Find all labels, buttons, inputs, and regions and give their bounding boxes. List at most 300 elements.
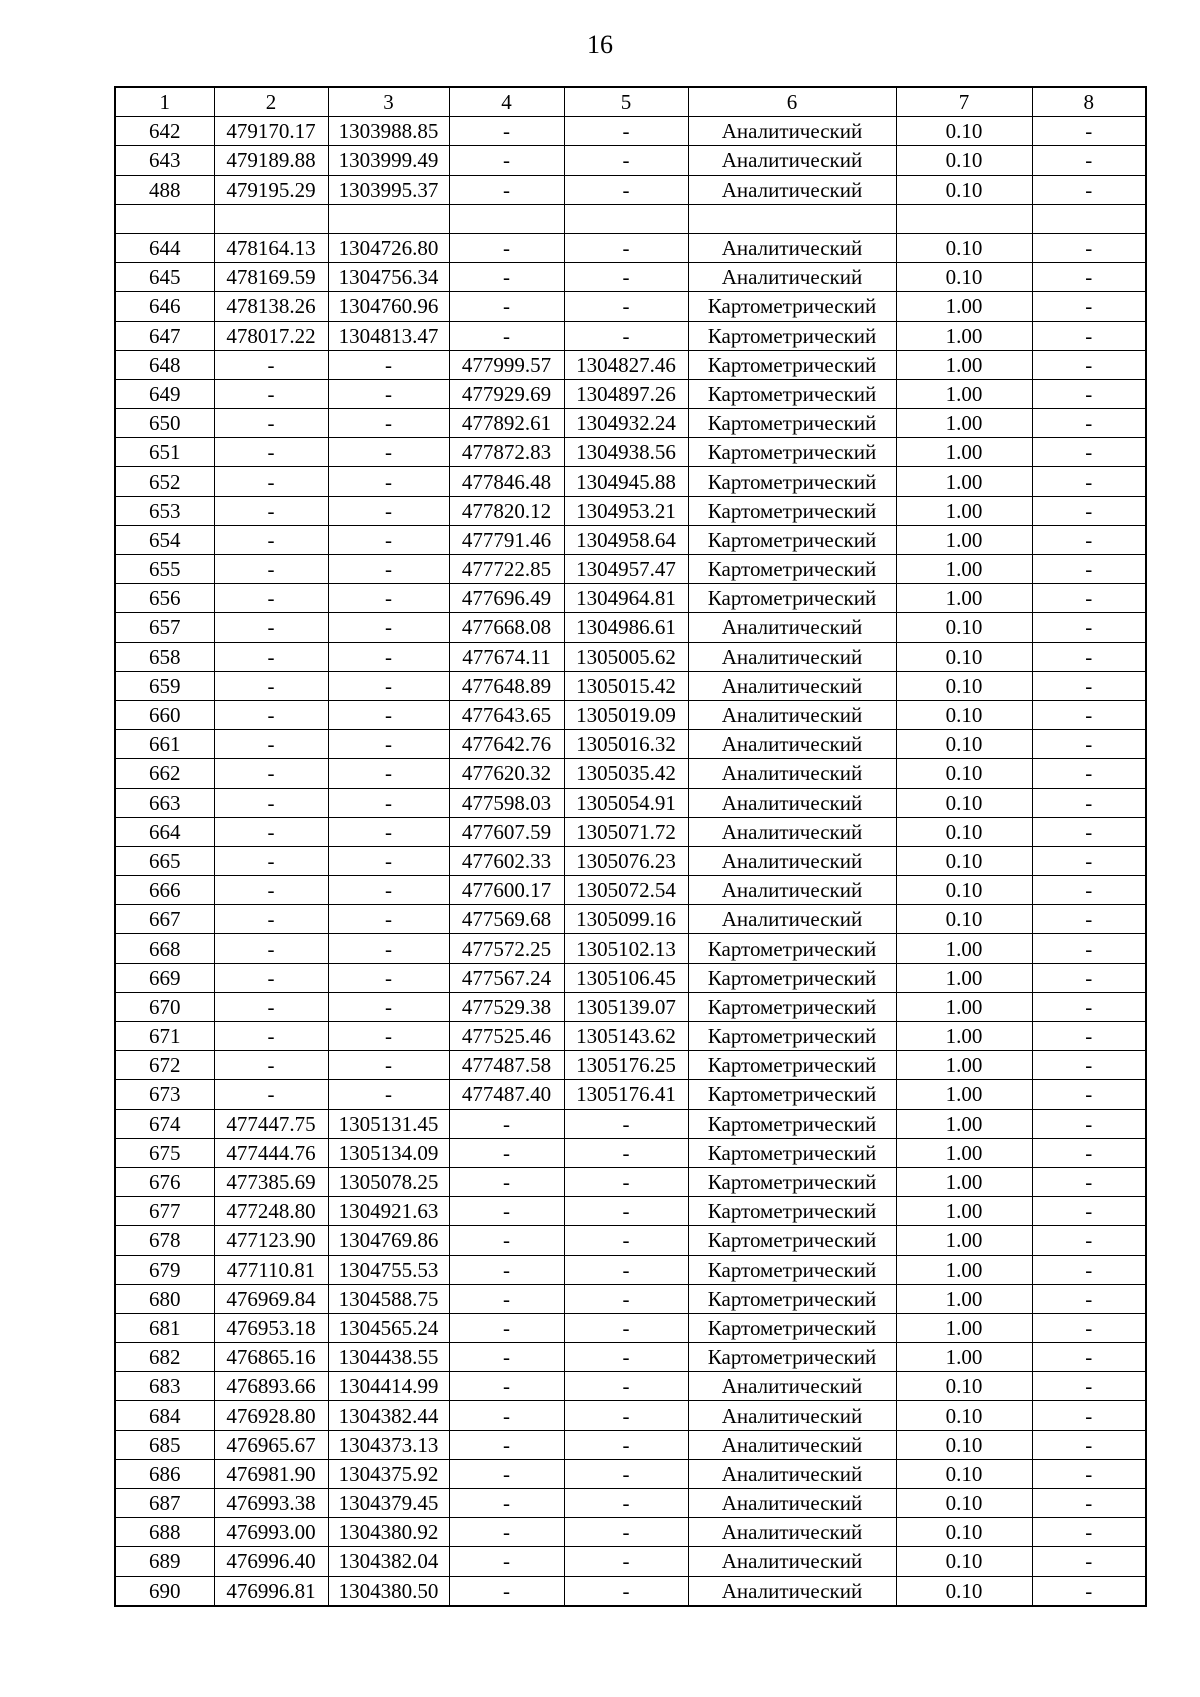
- table-cell: 1305099.16: [564, 905, 688, 934]
- table-row: [115, 525, 1146, 554]
- table-cell: -: [328, 817, 449, 846]
- table-cell: Картометрический: [688, 350, 896, 379]
- table-cell: -: [1032, 1109, 1146, 1138]
- table-row: [115, 1051, 1146, 1080]
- table-cell: -: [449, 1547, 564, 1576]
- table-cell: 1.00: [896, 934, 1032, 963]
- table-header-row: [115, 87, 1146, 117]
- table-cell: 1305131.45: [328, 1109, 449, 1138]
- table-cell: 1305176.25: [564, 1051, 688, 1080]
- table-cell: [214, 204, 328, 233]
- table-cell: 1305078.25: [328, 1167, 449, 1196]
- table-row: [115, 1197, 1146, 1226]
- table-cell: -: [1032, 263, 1146, 292]
- table-cell: -: [449, 1372, 564, 1401]
- table-cell: -: [1032, 1138, 1146, 1167]
- table-cell: 0.10: [896, 700, 1032, 729]
- table-cell: Аналитический: [688, 175, 896, 204]
- table-cell: 476928.80: [214, 1401, 328, 1430]
- table-cell: 646: [115, 292, 214, 321]
- table-cell: 476893.66: [214, 1372, 328, 1401]
- table-cell: 1304382.44: [328, 1401, 449, 1430]
- table-cell: 1.00: [896, 1343, 1032, 1372]
- table-cell: -: [214, 379, 328, 408]
- table-cell: -: [214, 905, 328, 934]
- table-cell: Аналитический: [688, 671, 896, 700]
- table-cell: 1305005.62: [564, 642, 688, 671]
- table-cell: 675: [115, 1138, 214, 1167]
- table-cell: -: [1032, 1401, 1146, 1430]
- table-cell: 645: [115, 263, 214, 292]
- table-cell: 478164.13: [214, 233, 328, 262]
- table-cell: 0.10: [896, 1576, 1032, 1606]
- table-cell: 663: [115, 788, 214, 817]
- table-cell: 674: [115, 1109, 214, 1138]
- table-cell: Картометрический: [688, 1197, 896, 1226]
- table-cell: 0.10: [896, 642, 1032, 671]
- table-cell: 478169.59: [214, 263, 328, 292]
- table-cell: 477444.76: [214, 1138, 328, 1167]
- table-cell: -: [1032, 846, 1146, 875]
- table-cell: -: [564, 233, 688, 262]
- table-cell: 690: [115, 1576, 214, 1606]
- table-row: [115, 350, 1146, 379]
- table-cell: -: [449, 1284, 564, 1313]
- table-cell: -: [328, 963, 449, 992]
- table-cell: -: [328, 934, 449, 963]
- table-cell: 1304565.24: [328, 1313, 449, 1342]
- table-cell: 1.00: [896, 1255, 1032, 1284]
- table-row: [115, 1372, 1146, 1401]
- table-cell: -: [449, 1489, 564, 1518]
- table-cell: 477572.25: [449, 934, 564, 963]
- table-cell: 648: [115, 350, 214, 379]
- table-cell: 1304760.96: [328, 292, 449, 321]
- table-cell: 477648.89: [449, 671, 564, 700]
- table-cell: -: [1032, 584, 1146, 613]
- table-cell: -: [564, 1372, 688, 1401]
- table-cell: 1304932.24: [564, 409, 688, 438]
- table-cell: 479195.29: [214, 175, 328, 204]
- table-cell: -: [564, 146, 688, 175]
- table-cell: -: [449, 1401, 564, 1430]
- table-cell: 689: [115, 1547, 214, 1576]
- table-cell: -: [214, 934, 328, 963]
- table-cell: -: [328, 788, 449, 817]
- table-cell: 644: [115, 233, 214, 262]
- table-cell: -: [1032, 379, 1146, 408]
- table-cell: [896, 204, 1032, 233]
- table-cell: Картометрический: [688, 1343, 896, 1372]
- table-cell: 0.10: [896, 1372, 1032, 1401]
- column-header: 4: [449, 87, 564, 117]
- table-cell: -: [449, 1430, 564, 1459]
- table-row: [115, 1226, 1146, 1255]
- table-cell: Аналитический: [688, 1489, 896, 1518]
- table-cell: 0.10: [896, 1518, 1032, 1547]
- table-cell: 476993.38: [214, 1489, 328, 1518]
- table-cell: 0.10: [896, 1547, 1032, 1576]
- table-cell: -: [1032, 905, 1146, 934]
- table-cell: -: [1032, 1167, 1146, 1196]
- table-row: [115, 846, 1146, 875]
- table-cell: 477999.57: [449, 350, 564, 379]
- table-cell: -: [1032, 496, 1146, 525]
- table-cell: -: [1032, 1518, 1146, 1547]
- table-cell: 1.00: [896, 1167, 1032, 1196]
- table-cell: 477602.33: [449, 846, 564, 875]
- table-cell: Картометрический: [688, 1284, 896, 1313]
- table-cell: 477248.80: [214, 1197, 328, 1226]
- table-cell: -: [1032, 1430, 1146, 1459]
- table-cell: 1305019.09: [564, 700, 688, 729]
- table-cell: Картометрический: [688, 467, 896, 496]
- table-cell: 676: [115, 1167, 214, 1196]
- table-cell: -: [1032, 1022, 1146, 1051]
- table-row: [115, 876, 1146, 905]
- table-row: [115, 1167, 1146, 1196]
- table-cell: 651: [115, 438, 214, 467]
- table-cell: 477598.03: [449, 788, 564, 817]
- table-cell: -: [449, 1313, 564, 1342]
- table-row: [115, 963, 1146, 992]
- table-cell: 1304380.50: [328, 1576, 449, 1606]
- table-cell: 476996.81: [214, 1576, 328, 1606]
- table-cell: -: [564, 1518, 688, 1547]
- table-cell: 1304769.86: [328, 1226, 449, 1255]
- table-cell: 1.00: [896, 321, 1032, 350]
- table-cell: 477872.83: [449, 438, 564, 467]
- table-cell: Аналитический: [688, 1401, 896, 1430]
- table-cell: 1.00: [896, 438, 1032, 467]
- table-cell: 1305134.09: [328, 1138, 449, 1167]
- table-cell: Аналитический: [688, 1459, 896, 1488]
- table-cell: 686: [115, 1459, 214, 1488]
- table-cell: -: [1032, 1197, 1146, 1226]
- table-cell: 0.10: [896, 759, 1032, 788]
- table-cell: -: [1032, 1372, 1146, 1401]
- table-row: [115, 496, 1146, 525]
- table-cell: -: [1032, 1313, 1146, 1342]
- table-cell: 669: [115, 963, 214, 992]
- table-cell: 477929.69: [449, 379, 564, 408]
- table-row: [115, 1022, 1146, 1051]
- table-cell: -: [214, 876, 328, 905]
- table-cell: -: [449, 1459, 564, 1488]
- table-cell: -: [328, 642, 449, 671]
- table-cell: Аналитический: [688, 117, 896, 146]
- table-cell: 0.10: [896, 1459, 1032, 1488]
- table-cell: Аналитический: [688, 1372, 896, 1401]
- table-cell: 0.10: [896, 788, 1032, 817]
- table-cell: 677: [115, 1197, 214, 1226]
- table-cell: Картометрический: [688, 409, 896, 438]
- table-cell: -: [328, 1051, 449, 1080]
- table-cell: -: [449, 175, 564, 204]
- table-cell: -: [564, 1576, 688, 1606]
- table-cell: 653: [115, 496, 214, 525]
- table-row: [115, 788, 1146, 817]
- table-cell: 678: [115, 1226, 214, 1255]
- table-cell: Аналитический: [688, 263, 896, 292]
- table-cell: 661: [115, 730, 214, 759]
- table-cell: 488: [115, 175, 214, 204]
- table-cell: 477722.85: [449, 555, 564, 584]
- table-cell: -: [214, 788, 328, 817]
- table-body: [115, 117, 1146, 1606]
- table-cell: 1305054.91: [564, 788, 688, 817]
- table-cell: Аналитический: [688, 700, 896, 729]
- table-cell: 1.00: [896, 350, 1032, 379]
- table-cell: -: [564, 175, 688, 204]
- table-cell: -: [564, 1343, 688, 1372]
- table-cell: -: [564, 292, 688, 321]
- table-cell: 0.10: [896, 817, 1032, 846]
- table-cell: -: [1032, 438, 1146, 467]
- table-cell: -: [328, 555, 449, 584]
- table-row: [115, 146, 1146, 175]
- table-cell: 1305139.07: [564, 992, 688, 1021]
- column-header: 7: [896, 87, 1032, 117]
- table-cell: 687: [115, 1489, 214, 1518]
- table-cell: 1304375.92: [328, 1459, 449, 1488]
- table-cell: 1305072.54: [564, 876, 688, 905]
- table-cell: -: [214, 759, 328, 788]
- table-cell: -: [214, 350, 328, 379]
- table-cell: -: [328, 759, 449, 788]
- table-cell: -: [214, 438, 328, 467]
- table-cell: -: [1032, 1284, 1146, 1313]
- table-cell: 1304958.64: [564, 525, 688, 554]
- table-cell: 673: [115, 1080, 214, 1109]
- table-row: [115, 1284, 1146, 1313]
- table-cell: 477642.76: [449, 730, 564, 759]
- table-cell: -: [214, 1080, 328, 1109]
- table-cell: -: [564, 1226, 688, 1255]
- table-cell: -: [1032, 409, 1146, 438]
- table-cell: -: [214, 555, 328, 584]
- table-cell: Аналитический: [688, 613, 896, 642]
- table-cell: -: [1032, 700, 1146, 729]
- table-cell: -: [1032, 788, 1146, 817]
- table-cell: -: [1032, 671, 1146, 700]
- table-cell: Картометрический: [688, 1255, 896, 1284]
- table-cell: 1304957.47: [564, 555, 688, 584]
- table-row: [115, 409, 1146, 438]
- table-row: [115, 321, 1146, 350]
- table-row: [115, 584, 1146, 613]
- table-row: [115, 117, 1146, 146]
- table-cell: Картометрический: [688, 1051, 896, 1080]
- table-cell: 1304938.56: [564, 438, 688, 467]
- table-cell: 477846.48: [449, 467, 564, 496]
- table-cell: 1.00: [896, 1080, 1032, 1109]
- table-cell: -: [214, 496, 328, 525]
- table-cell: 477525.46: [449, 1022, 564, 1051]
- table-row: [115, 204, 1146, 233]
- table-cell: 1.00: [896, 467, 1032, 496]
- table-row: [115, 1518, 1146, 1547]
- table-cell: 1305035.42: [564, 759, 688, 788]
- table-cell: 0.10: [896, 263, 1032, 292]
- table-cell: Картометрический: [688, 321, 896, 350]
- table-cell: -: [449, 292, 564, 321]
- table-cell: 0.10: [896, 1489, 1032, 1518]
- table-cell: 643: [115, 146, 214, 175]
- table-cell: 478138.26: [214, 292, 328, 321]
- table-cell: 1.00: [896, 292, 1032, 321]
- table-cell: 1.00: [896, 496, 1032, 525]
- table-cell: 477643.65: [449, 700, 564, 729]
- table-row: [115, 759, 1146, 788]
- table-cell: -: [214, 817, 328, 846]
- table-cell: Аналитический: [688, 1430, 896, 1459]
- table-row: [115, 233, 1146, 262]
- table-cell: 478017.22: [214, 321, 328, 350]
- table-cell: 654: [115, 525, 214, 554]
- table-cell: -: [1032, 555, 1146, 584]
- table-cell: 477791.46: [449, 525, 564, 554]
- table-cell: Картометрический: [688, 584, 896, 613]
- table-cell: 656: [115, 584, 214, 613]
- column-header: 8: [1032, 87, 1146, 117]
- table-cell: 0.10: [896, 1430, 1032, 1459]
- table-cell: -: [449, 1226, 564, 1255]
- table-cell: 657: [115, 613, 214, 642]
- table-cell: -: [449, 1109, 564, 1138]
- table-cell: 477620.32: [449, 759, 564, 788]
- table-row: [115, 1109, 1146, 1138]
- table-cell: -: [564, 1138, 688, 1167]
- table-row: [115, 1459, 1146, 1488]
- table-cell: 1304373.13: [328, 1430, 449, 1459]
- table-cell: Картометрический: [688, 1109, 896, 1138]
- table-cell: 1.00: [896, 409, 1032, 438]
- table-row: [115, 292, 1146, 321]
- table-cell: -: [1032, 1576, 1146, 1606]
- table-cell: -: [449, 117, 564, 146]
- table-cell: -: [1032, 963, 1146, 992]
- table-cell: Картометрический: [688, 1167, 896, 1196]
- table-cell: 477487.40: [449, 1080, 564, 1109]
- table-cell: 650: [115, 409, 214, 438]
- table-cell: 1.00: [896, 1197, 1032, 1226]
- table-cell: 476969.84: [214, 1284, 328, 1313]
- table-cell: 679: [115, 1255, 214, 1284]
- table-cell: -: [214, 1051, 328, 1080]
- table-cell: 0.10: [896, 146, 1032, 175]
- table-row: [115, 175, 1146, 204]
- column-header: 2: [214, 87, 328, 117]
- table-cell: 1.00: [896, 1109, 1032, 1138]
- table-row: [115, 1313, 1146, 1342]
- table-row: [115, 263, 1146, 292]
- table-cell: 1.00: [896, 1313, 1032, 1342]
- page-number: 16: [587, 30, 613, 59]
- table-cell: -: [214, 467, 328, 496]
- table-cell: 477110.81: [214, 1255, 328, 1284]
- table-cell: 476865.16: [214, 1343, 328, 1372]
- table-cell: 671: [115, 1022, 214, 1051]
- table-cell: Картометрический: [688, 292, 896, 321]
- table-cell: -: [564, 263, 688, 292]
- table-row: [115, 1401, 1146, 1430]
- table-cell: -: [564, 1109, 688, 1138]
- table-cell: 1.00: [896, 1138, 1032, 1167]
- table-cell: -: [449, 1518, 564, 1547]
- table-cell: Картометрический: [688, 1138, 896, 1167]
- table-cell: 1305143.62: [564, 1022, 688, 1051]
- table-cell: 685: [115, 1430, 214, 1459]
- table-cell: -: [564, 321, 688, 350]
- table-cell: Картометрический: [688, 379, 896, 408]
- table-row: [115, 1255, 1146, 1284]
- table-cell: 1303995.37: [328, 175, 449, 204]
- table-cell: Аналитический: [688, 1518, 896, 1547]
- table-row: [115, 905, 1146, 934]
- column-header: 3: [328, 87, 449, 117]
- table-cell: 684: [115, 1401, 214, 1430]
- table-cell: -: [214, 409, 328, 438]
- table-cell: 665: [115, 846, 214, 875]
- table-cell: -: [564, 1547, 688, 1576]
- table-cell: Аналитический: [688, 642, 896, 671]
- table-cell: -: [214, 992, 328, 1021]
- table-cell: 683: [115, 1372, 214, 1401]
- table-cell: -: [449, 1576, 564, 1606]
- table-cell: 1304921.63: [328, 1197, 449, 1226]
- table-row: [115, 1138, 1146, 1167]
- table-cell: 659: [115, 671, 214, 700]
- table-cell: 1304755.53: [328, 1255, 449, 1284]
- table-cell: 649: [115, 379, 214, 408]
- column-header: 6: [688, 87, 896, 117]
- table-cell: Картометрический: [688, 438, 896, 467]
- table-cell: 1.00: [896, 1226, 1032, 1255]
- table-cell: -: [1032, 876, 1146, 905]
- table-cell: 0.10: [896, 613, 1032, 642]
- table-cell: 1304756.34: [328, 263, 449, 292]
- table-cell: 479189.88: [214, 146, 328, 175]
- table-cell: 1305176.41: [564, 1080, 688, 1109]
- table-cell: 1.00: [896, 1051, 1032, 1080]
- table-cell: -: [214, 584, 328, 613]
- table-cell: -: [564, 117, 688, 146]
- table-cell: -: [328, 905, 449, 934]
- table-cell: 1.00: [896, 555, 1032, 584]
- table-cell: -: [449, 233, 564, 262]
- table-cell: -: [1032, 1343, 1146, 1372]
- table-cell: 477674.11: [449, 642, 564, 671]
- table-cell: -: [328, 1022, 449, 1051]
- table-cell: -: [214, 730, 328, 759]
- table-row: [115, 1080, 1146, 1109]
- table-cell: -: [1032, 233, 1146, 262]
- table-cell: -: [449, 1138, 564, 1167]
- table-cell: 1304379.45: [328, 1489, 449, 1518]
- table-cell: 1305106.45: [564, 963, 688, 992]
- table-cell: -: [1032, 1459, 1146, 1488]
- table-row: [115, 555, 1146, 584]
- table-cell: -: [328, 700, 449, 729]
- table-cell: 476996.40: [214, 1547, 328, 1576]
- table-cell: 1.00: [896, 1022, 1032, 1051]
- table-cell: -: [328, 1080, 449, 1109]
- table-cell: 1305015.42: [564, 671, 688, 700]
- table-cell: 1304964.81: [564, 584, 688, 613]
- table-cell: -: [564, 1313, 688, 1342]
- table-cell: -: [214, 671, 328, 700]
